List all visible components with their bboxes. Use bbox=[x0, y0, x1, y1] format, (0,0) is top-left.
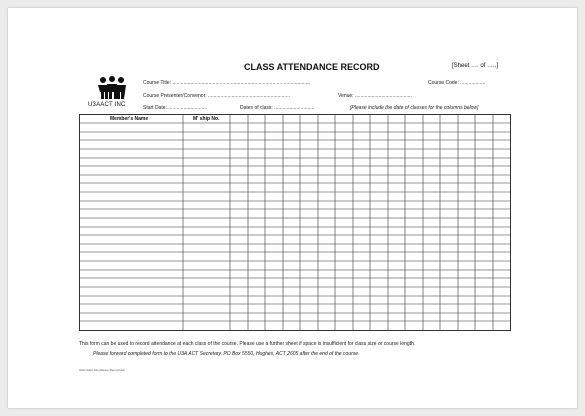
form-title: CLASS ATTENDANCE RECORD bbox=[244, 62, 380, 72]
include-dates-note: [Please include the date of classes for the columns below] bbox=[350, 105, 479, 111]
mship-no-header: M' ship No. bbox=[193, 116, 220, 122]
u3a-logo-icon bbox=[92, 74, 132, 114]
course-title-field[interactable]: Course Title: ................................................................................................... bbox=[143, 80, 310, 86]
footer-instructions: This form can be used to record attendance at each class of the course. Please use a further sheet if space is insufficient for class size or course length. bbox=[79, 341, 416, 347]
footer-forward-note: Please forward completed form to the U3A ACT Secretary, PO Box 5550, Hughes, ACT 2605 after the end of the course. bbox=[93, 351, 360, 357]
org-name: U3AACT INC bbox=[88, 102, 126, 108]
attendance-grid-lines bbox=[80, 115, 512, 332]
course-code-field[interactable]: Course Code: .................. bbox=[428, 80, 486, 86]
member-name-header: Member's Name bbox=[110, 116, 149, 122]
venue-field[interactable]: Venue: ......................................... bbox=[338, 93, 412, 99]
attendance-table bbox=[79, 114, 511, 331]
sheet-count: [Sheet …. of …..] bbox=[452, 63, 499, 69]
presenter-field[interactable]: Course Presenter/Convenor: ........................................................... bbox=[143, 93, 290, 99]
start-date-field[interactable]: Start Date:............................. bbox=[143, 105, 208, 111]
file-name: U3A Class Attendance Record.doc bbox=[79, 368, 126, 372]
dates-of-class-field[interactable]: Dates of class: ............................. bbox=[240, 105, 315, 111]
